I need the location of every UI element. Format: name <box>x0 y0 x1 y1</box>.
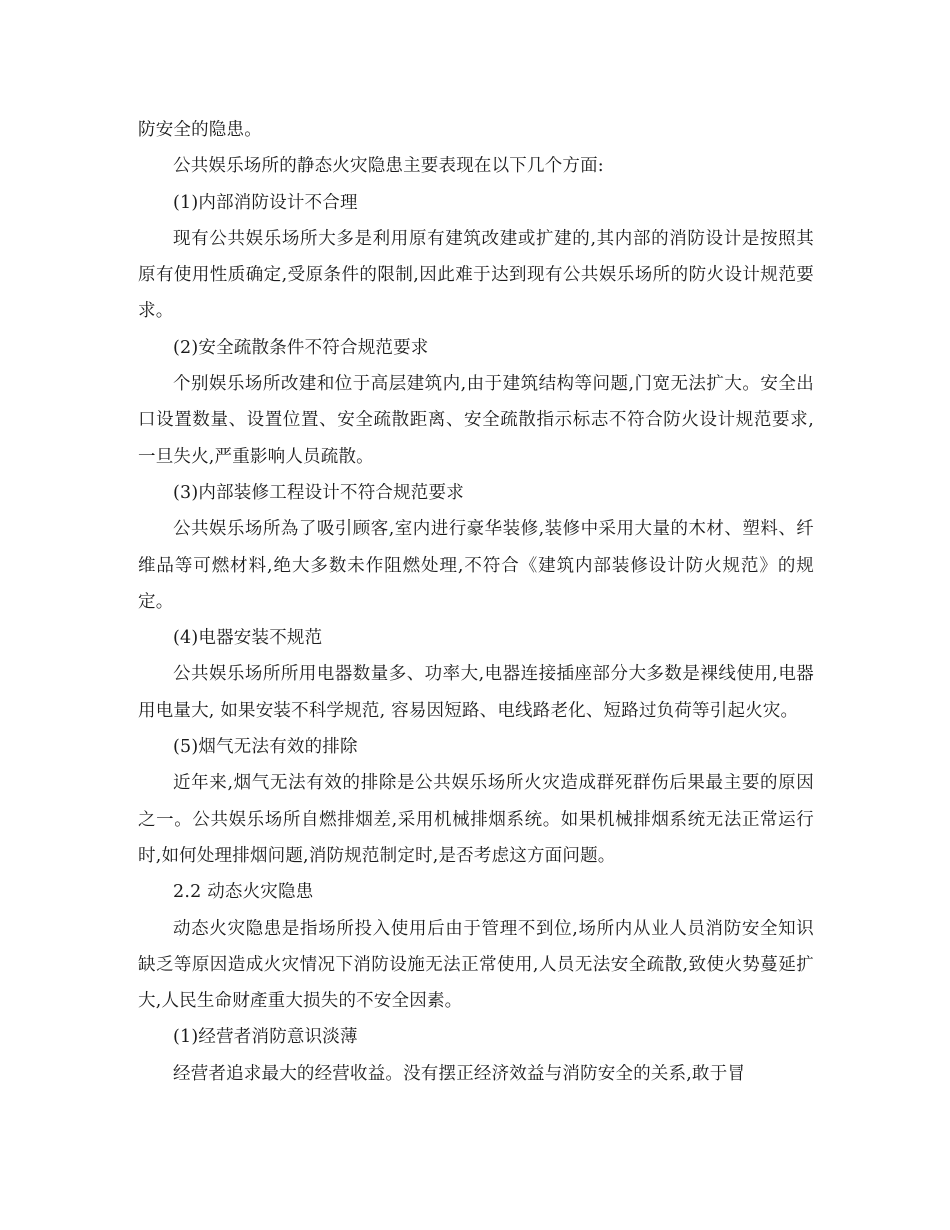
paragraph: 公共娱乐场所為了吸引顾客,室内进行豪华装修,装修中采用大量的木材、塑料、纤维品等可燃材料,绝大多数未作阻燃处理,不符合《建筑内部装修设计防火规范》的规定。 <box>138 519 814 612</box>
section-heading: (1)经营者消防意识淡薄 <box>173 1027 358 1048</box>
document-body <box>138 112 814 1092</box>
section-heading: 2.2 动态火灾隐患 <box>173 882 314 903</box>
paragraph: 现有公共娱乐场所大多是利用原有建筑改建或扩建的,其内部的消防设计是按照其原有使用性质确定,受原条件的限制,因此难于达到现有公共娱乐场所的防火设计规范要求。 <box>138 228 814 322</box>
paragraph: 公共娱乐场所的静态火灾隐患主要表现在以下几个方面: <box>173 156 604 177</box>
section-heading: (5)烟气无法有效的排除 <box>173 737 358 758</box>
paragraph: 经营者追求最大的经营收益。没有摆正经济效益与消防安全的关系,敢于冒 <box>173 1063 746 1084</box>
paragraph: 近年来,烟气无法有效的排除是公共娱乐场所火灾造成群死群伤后果最主要的原因之一。公共娱乐场所自燃排烟差,采用机械排烟系统。如果机械排烟系统无法正常运行时,如何处理排烟问题,消防规范制定时,是否考虑这方面问题。 <box>138 773 814 866</box>
section-heading: (2)安全疏散条件不符合规范要求 <box>173 337 429 358</box>
paragraph: 公共娱乐场所所用电器数量多、功率大,电器连接插座部分大多数是裸线使用,电器用电量大, 如果安装不科学规范, 容易因短路、电线路老化、短路过负荷等引起火灾。 <box>138 664 814 721</box>
paragraph: 个别娱乐场所改建和位于高层建筑内,由于建筑结构等问题,门宽无法扩大。安全出口设置数量、设置位置、安全疏散距离、安全疏散指示标志不符合防火设计规范要求,一旦失火,严重影响人员疏散。 <box>138 374 814 467</box>
paragraph: 防安全的隐患。 <box>138 120 262 140</box>
paragraph: 动态火灾隐患是指场所投入使用后由于管理不到位,场所内从业人员消防安全知识缺乏等原因造成火灾情况下消防设施无法正常使用,人员无法安全疏散,致使火势蔓延扩大,人民生命财產重大损失的不安全因素。 <box>138 918 814 1012</box>
section-heading: (3)内部装修工程设计不符合规范要求 <box>173 482 464 503</box>
section-heading: (4)电器安装不规范 <box>173 628 323 649</box>
section-heading: (1)内部消防设计不合理 <box>173 192 358 213</box>
